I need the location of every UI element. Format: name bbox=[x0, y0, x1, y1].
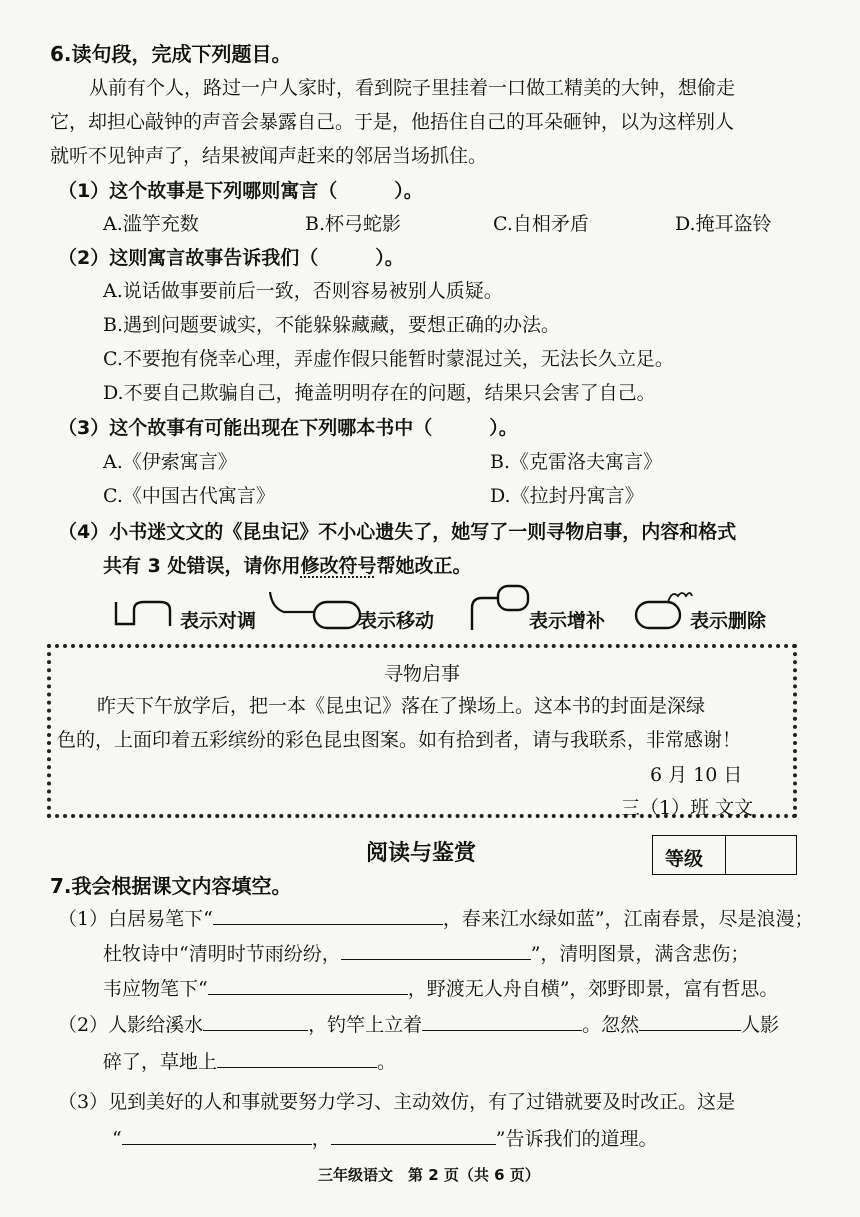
notice-body-line: 昨天下午放学后，把一本《昆虫记》落在了操场上。这本书的封面是深绿 bbox=[97, 695, 706, 717]
answer-blank[interactable] bbox=[331, 1126, 496, 1145]
emphasized-text: 修改符号 bbox=[300, 555, 377, 577]
option-b[interactable]: B.遇到问题要诚实，不能躲躲藏藏，要想正确的办法。 bbox=[103, 314, 561, 336]
grade-label: 等级 bbox=[665, 848, 704, 870]
fill-text: 。 bbox=[377, 1051, 397, 1073]
sub-question-4-line2 bbox=[103, 551, 471, 578]
passage-line: 从前有个人，路过一户人家时，看到院子里挂着一口做工精美的大钟，想偷走 bbox=[89, 77, 736, 99]
symbol-label: 表示移动 bbox=[358, 610, 435, 632]
passage-line: 它，却担心敲钟的声音会暴露自己。于是，他捂住自己的耳朵砸钟，以为这样别人 bbox=[50, 111, 735, 133]
answer-blank[interactable] bbox=[341, 941, 531, 960]
fill-text: ，野渡无人舟自横”，郊野即景，富有哲思。 bbox=[407, 978, 779, 1000]
fill-text: （1）白居易笔下“ bbox=[58, 908, 213, 930]
option-a[interactable]: A.滥竽充数 bbox=[103, 213, 199, 235]
answer-blank[interactable] bbox=[203, 1012, 308, 1031]
answer-blank[interactable] bbox=[639, 1012, 741, 1031]
option-a[interactable]: A.《伊索寓言》 bbox=[103, 451, 237, 473]
fill-text: 人影 bbox=[741, 1014, 780, 1036]
instruction-text: 共有 3 处错误，请你用 bbox=[103, 555, 301, 577]
fill-line: （3）见到美好的人和事就要努力学习、主动效仿，有了过错就要及时改正。这是 bbox=[58, 1091, 736, 1113]
answer-blank[interactable] bbox=[122, 1126, 312, 1145]
fill-line bbox=[103, 939, 749, 966]
fill-text: “ bbox=[112, 1128, 122, 1150]
fill-text: ”，清明图景，满含悲伤； bbox=[530, 943, 750, 965]
sub-question-1: （1）这个故事是下列哪则寓言（ ）。 bbox=[58, 180, 423, 202]
fill-text: 韦应物笔下“ bbox=[103, 978, 208, 1000]
fill-text: ， bbox=[311, 1128, 331, 1150]
insert-symbol-icon bbox=[468, 582, 534, 632]
page-footer: 三年级语文 第 2 页（共 6 页） bbox=[318, 1166, 540, 1184]
option-d[interactable]: D.掩耳盗铃 bbox=[675, 213, 772, 235]
answer-blank[interactable] bbox=[208, 976, 408, 995]
fill-text: 杜牧诗中“清明时节雨纷纷， bbox=[103, 943, 341, 965]
option-d[interactable]: D.《拉封丹寓言》 bbox=[490, 485, 644, 507]
notice-date: 6 月 10 日 bbox=[650, 764, 743, 786]
option-a[interactable]: A.说话做事要前后一致，否则容易被别人质疑。 bbox=[103, 280, 503, 302]
fill-line bbox=[58, 1010, 779, 1037]
fill-line bbox=[103, 1047, 396, 1074]
section-title: 阅读与鉴赏 bbox=[366, 841, 477, 866]
option-d[interactable]: D.不要自己欺骗自己，掩盖明明存在的问题，结果只会害了自己。 bbox=[103, 382, 656, 404]
option-c[interactable]: C.《中国古代寓言》 bbox=[103, 485, 275, 507]
option-c[interactable]: C.自相矛盾 bbox=[493, 213, 589, 235]
answer-blank[interactable] bbox=[422, 1012, 582, 1031]
symbol-label: 表示对调 bbox=[180, 610, 257, 632]
move-symbol-icon bbox=[266, 588, 366, 632]
sub-question-2: （2）这则寓言故事告诉我们（ ）。 bbox=[58, 247, 404, 269]
fill-text: ”告诉我们的道理。 bbox=[495, 1128, 658, 1150]
fill-line bbox=[112, 1124, 657, 1151]
fill-text: （2）人影给溪水 bbox=[58, 1014, 204, 1036]
symbol-label: 表示删除 bbox=[690, 610, 767, 632]
fill-text: ，春来江水绿如蓝”，江南春景，尽是浪漫； bbox=[442, 908, 814, 930]
question-6-title: 6.读句段，完成下列题目。 bbox=[50, 42, 292, 66]
question-7-title: 7.我会根据课文内容填空。 bbox=[50, 874, 292, 898]
option-b[interactable]: B.《克雷洛夫寓言》 bbox=[490, 451, 663, 473]
fill-text: ，钓竿上立着 bbox=[308, 1014, 423, 1036]
fill-line bbox=[58, 904, 814, 931]
delete-symbol-icon bbox=[632, 588, 696, 632]
grade-divider bbox=[725, 836, 726, 874]
passage-line: 就听不见钟声了，结果被闻声赶来的邻居当场抓住。 bbox=[50, 145, 488, 167]
fill-line bbox=[103, 974, 778, 1001]
notice-signature: 三（1）班 文文 bbox=[621, 797, 754, 819]
sub-question-4: （4）小书迷文文的《昆虫记》不小心遗失了，她写了一则寻物启事，内容和格式 bbox=[58, 521, 737, 543]
fill-text: 。忽然 bbox=[582, 1014, 640, 1036]
notice-body-line: 色的，上面印着五彩缤纷的彩色昆虫图案。如有拾到者，请与我联系，非常感谢！ bbox=[57, 729, 742, 751]
instruction-text: 帮她改正。 bbox=[376, 555, 472, 577]
option-b[interactable]: B.杯弓蛇影 bbox=[305, 213, 402, 235]
symbol-label: 表示增补 bbox=[529, 610, 606, 632]
answer-blank[interactable] bbox=[213, 906, 443, 925]
fill-text: 碎了，草地上 bbox=[103, 1051, 218, 1073]
grade-box bbox=[652, 835, 797, 875]
sub-question-3: （3）这个故事有可能出现在下列哪本书中（ ）。 bbox=[58, 417, 518, 439]
notice-title: 寻物启事 bbox=[384, 663, 461, 685]
answer-blank[interactable] bbox=[217, 1049, 377, 1068]
option-c[interactable]: C.不要抱有侥幸心理，弄虚作假只能暂时蒙混过关，无法长久立足。 bbox=[103, 348, 674, 370]
